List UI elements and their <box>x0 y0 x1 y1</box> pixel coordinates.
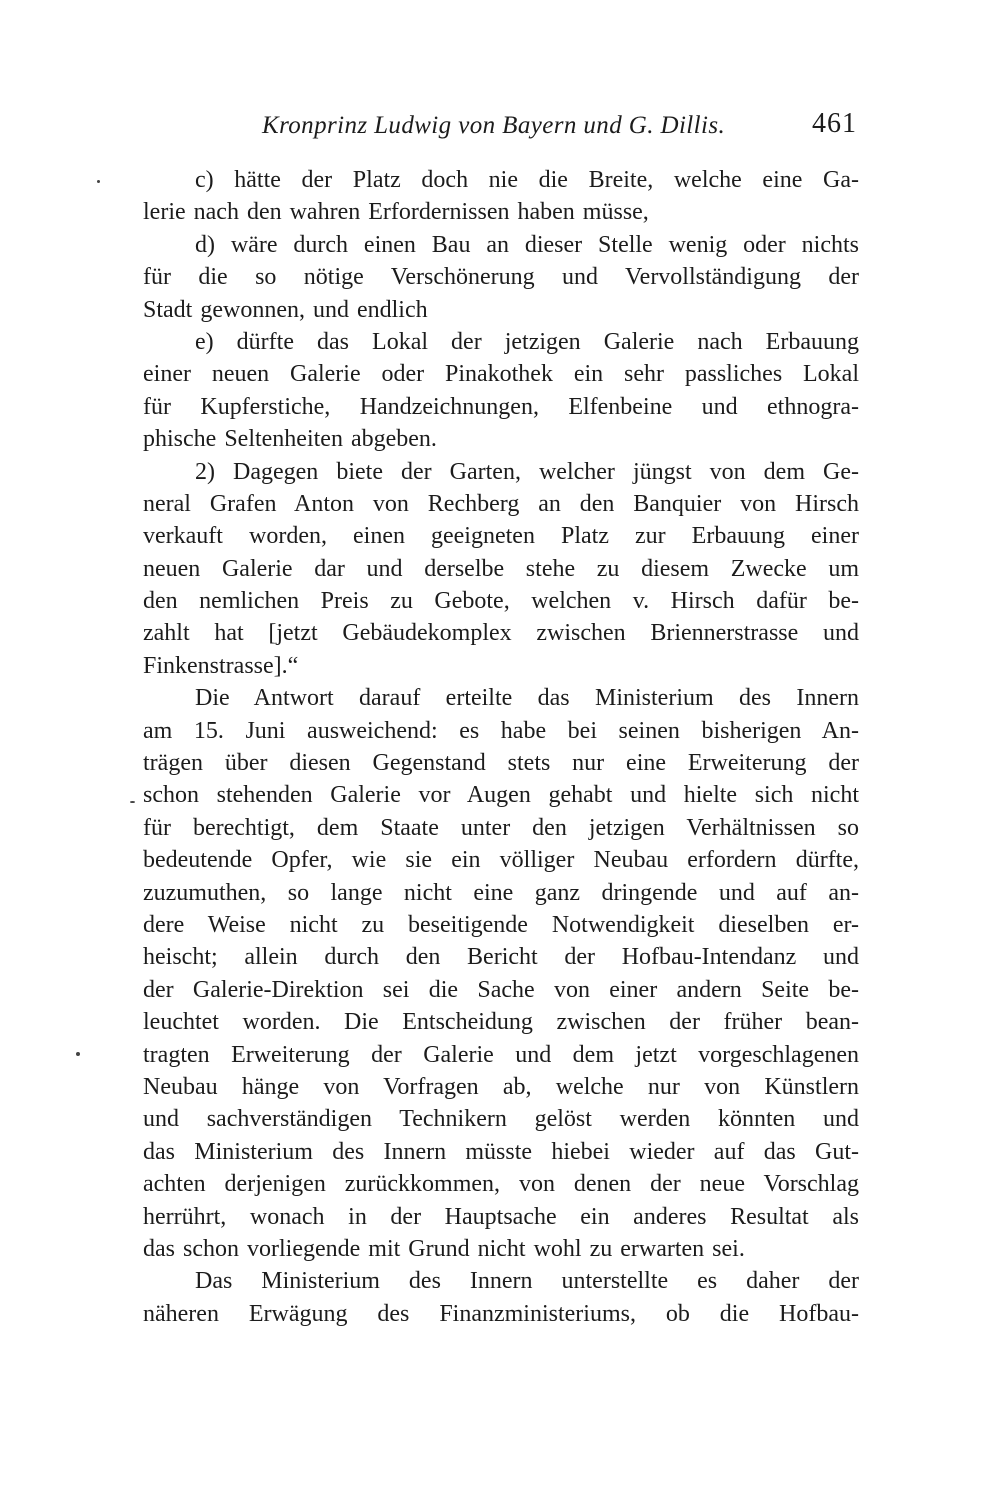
text-line: trägen über diesen Gegenstand stets nur eine Erweiterung der <box>143 750 859 777</box>
text-line: Die Antwort darauf erteilte das Ministerium des Innern <box>195 685 859 712</box>
text-line: leuchtet worden. Die Entscheidung zwischen der früher bean- <box>143 1009 859 1036</box>
text-line: Stadt gewonnen, und endlich <box>143 296 428 323</box>
text-line: tragten Erweiterung der Galerie und dem jetzt vorgeschlagenen <box>143 1041 859 1068</box>
page-number: 461 <box>812 108 857 139</box>
text-line: Finkenstrasse].“ <box>143 652 299 679</box>
text-line: 2) Dagegen biete der Garten, welcher jüngst von dem Ge- <box>195 458 859 485</box>
text-line: zahlt hat [jetzt Gebäudekomplex zwischen Briennerstrasse und <box>143 620 859 647</box>
text-line: Neubau hänge von Vorfragen ab, welche nur von Künstlern <box>143 1073 859 1100</box>
scan-speck <box>130 801 135 803</box>
text-line: einer neuen Galerie oder Pinakothek ein sehr passliches Lokal <box>143 361 859 388</box>
text-line: neral Grafen Anton von Rechberg an den Banquier von Hirsch <box>143 490 859 517</box>
text-line: neuen Galerie dar und derselbe stehe zu diesem Zwecke um <box>143 555 859 582</box>
text-line: e) dürfte das Lokal der jetzigen Galerie nach Erbauung <box>195 328 859 355</box>
text-line: schon stehenden Galerie vor Augen gehabt und hielte sich nicht <box>143 782 859 809</box>
text-line: d) wäre durch einen Bau an dieser Stelle wenig oder nichts <box>195 231 859 258</box>
scan-speck <box>97 180 100 183</box>
text-line: heischt; allein durch den Bericht der Hofbau-Intendanz und <box>143 944 859 971</box>
text-line: für berechtigt, dem Staate unter den jetzigen Verhältnissen so <box>143 814 859 841</box>
text-line: bedeutende Opfer, wie sie ein völliger Neubau erfordern dürfte, <box>143 847 859 874</box>
text-line: herrührt, wonach in der Hauptsache ein anderes Resultat als <box>143 1203 859 1230</box>
text-line: den nemlichen Preis zu Gebote, welchen v. Hirsch dafür be- <box>143 588 859 615</box>
text-line: achten derjenigen zurückkommen, von denen der neue Vorschlag <box>143 1171 859 1198</box>
text-line: für die so nötige Verschönerung und Vervollständigung der <box>143 264 859 291</box>
text-line: Das Ministerium des Innern unterstellte es daher der <box>195 1268 859 1295</box>
text-line: näheren Erwägung des Finanzministeriums, ob die Hofbau- <box>143 1300 859 1327</box>
text-line: zuzumuthen, so lange nicht eine ganz dringende und auf an- <box>143 879 859 906</box>
scan-speck <box>76 1052 80 1056</box>
text-line: für Kupferstiche, Handzeichnungen, Elfenbeine und ethnogra- <box>143 393 859 420</box>
text-line: am 15. Juni ausweichend: es habe bei seinen bisherigen An- <box>143 717 859 744</box>
text-line: phische Seltenheiten abgeben. <box>143 426 437 453</box>
text-line: das schon vorliegende mit Grund nicht wohl zu erwarten sei. <box>143 1235 745 1262</box>
text-line: dere Weise nicht zu beseitigende Notwendigkeit dieselben er- <box>143 911 859 938</box>
body-text <box>143 164 859 1330</box>
text-line: und sachverständigen Technikern gelöst werden könnten und <box>143 1106 859 1133</box>
text-line: verkauft worden, einen geeigneten Platz zur Erbauung einer <box>143 523 859 550</box>
text-line: das Ministerium des Innern müsste hiebei wieder auf das Gut- <box>143 1138 859 1165</box>
text-line: c) hätte der Platz doch nie die Breite, welche eine Ga- <box>195 167 859 193</box>
running-head: Kronprinz Ludwig von Bayern und G. Dillis. <box>262 112 726 139</box>
text-line: lerie nach den wahren Erfordernissen haben müsse, <box>143 199 649 226</box>
text-line: der Galerie-Direktion sei die Sache von einer andern Seite be- <box>143 976 859 1003</box>
